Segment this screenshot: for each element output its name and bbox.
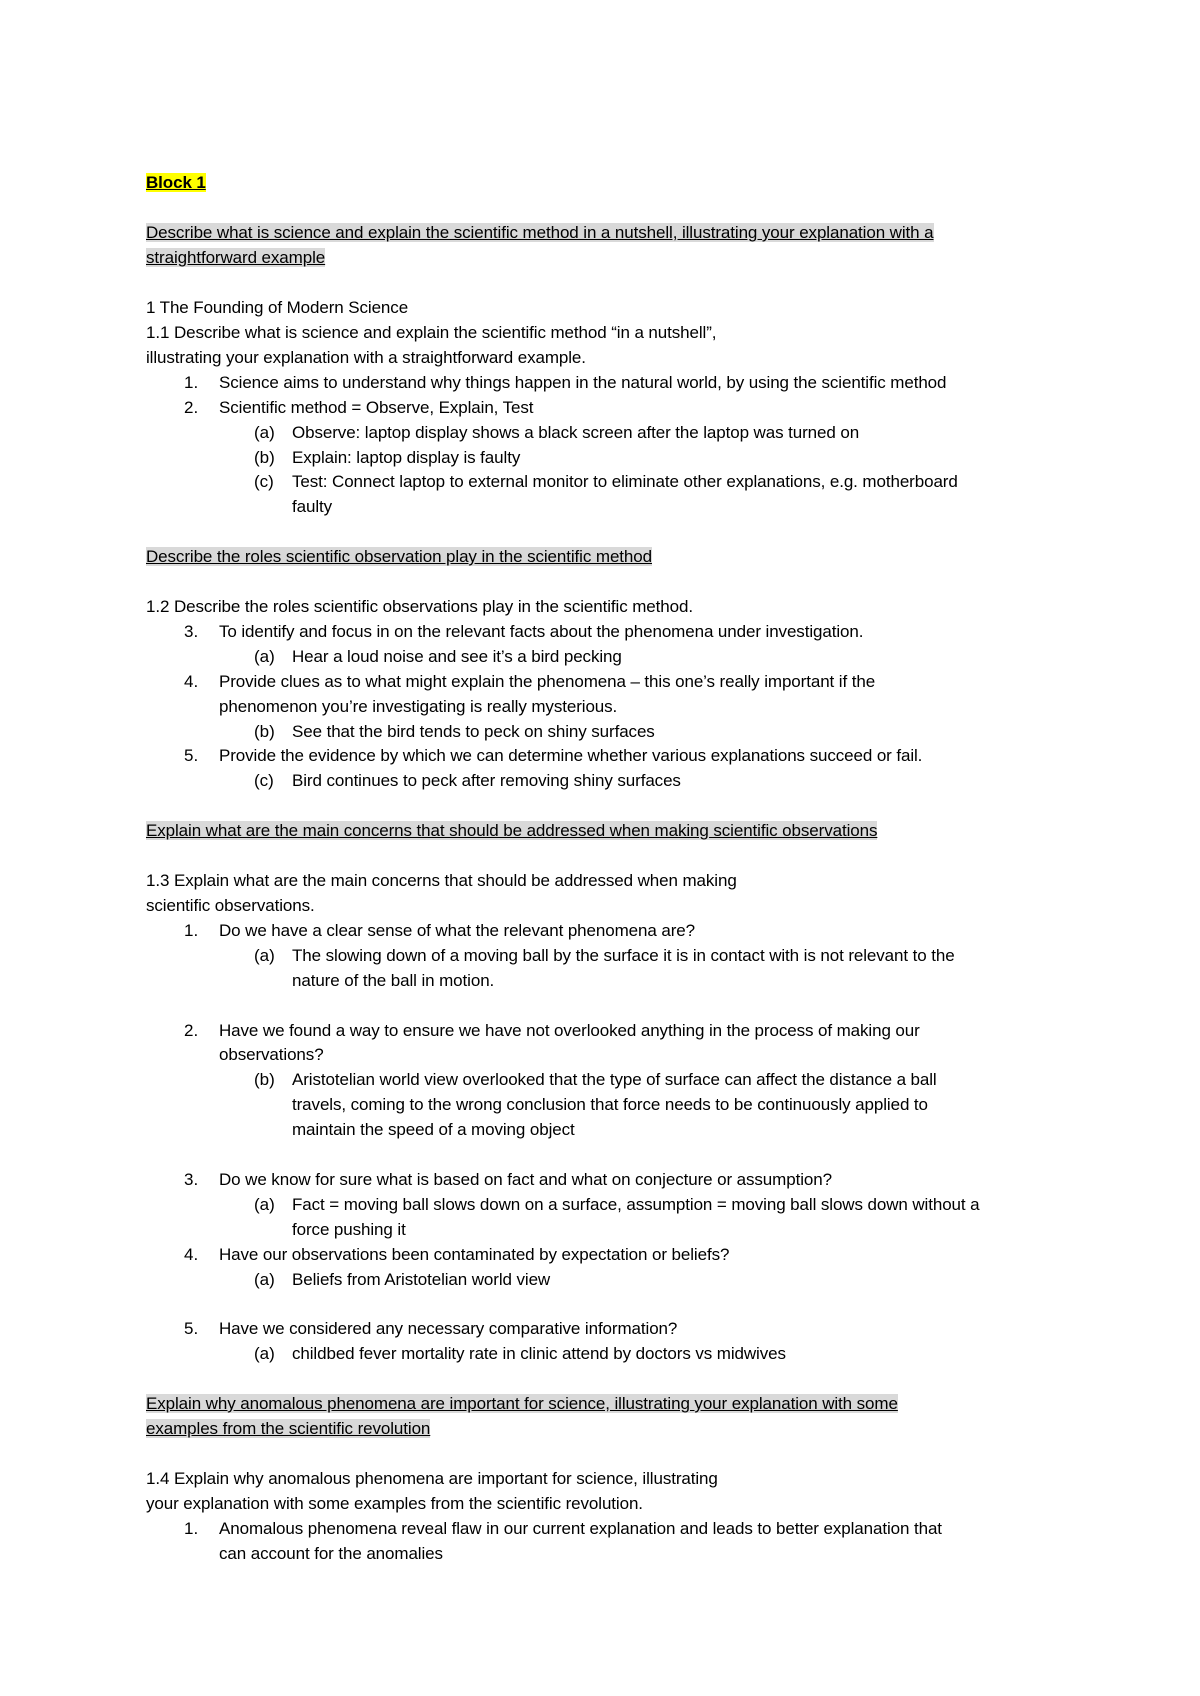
list-text-continuation: nature of the ball in motion. bbox=[292, 971, 495, 990]
heading-line: your explanation with some examples from the scientific revolution. bbox=[146, 1494, 643, 1513]
list-text: Aristotelian world view overlooked that the type of surface can affect the distance a ball bbox=[292, 1070, 937, 1089]
list-text-continuation: maintain the speed of a moving object bbox=[292, 1120, 575, 1139]
list-text: Hear a loud noise and see it’s a bird pecking bbox=[292, 647, 622, 666]
list-marker: (c) bbox=[254, 771, 274, 790]
list-text: Have our observations been contaminated by expectation or beliefs? bbox=[219, 1245, 730, 1264]
heading-line: 1.4 Explain why anomalous phenomena are important for science, illustrating bbox=[146, 1469, 718, 1488]
list-text: Provide the evidence by which we can determine whether various explanations succeed or fail. bbox=[219, 746, 923, 765]
list-text-continuation: phenomenon you’re investigating is really mysterious. bbox=[219, 697, 618, 716]
list-marker: 4. bbox=[184, 672, 199, 691]
heading-line: illustrating your explanation with a straightforward example. bbox=[146, 348, 586, 367]
list-marker: (a) bbox=[254, 647, 275, 666]
list-marker: (b) bbox=[254, 722, 275, 741]
list-text: Beliefs from Aristotelian world view bbox=[292, 1270, 551, 1289]
list-marker: 2. bbox=[184, 1021, 199, 1040]
list-text: Anomalous phenomena reveal flaw in our current explanation and leads to better explanation that bbox=[219, 1519, 942, 1538]
section-question: Describe what is science and explain the scientific method in a nutshell, illustrating your explanation with a bbox=[146, 223, 934, 242]
list-marker: (a) bbox=[254, 946, 275, 965]
list-marker: 1. bbox=[184, 373, 199, 392]
section-question: Describe the roles scientific observation play in the scientific method bbox=[146, 547, 652, 566]
list-marker: 3. bbox=[184, 622, 199, 641]
list-text: Provide clues as to what might explain the phenomena – this one’s really important if the bbox=[219, 672, 876, 691]
list-marker: 1. bbox=[184, 1519, 199, 1538]
heading-line: 1.2 Describe the roles scientific observations play in the scientific method. bbox=[146, 597, 693, 616]
list-marker: 5. bbox=[184, 746, 199, 765]
list-text: Explain: laptop display is faulty bbox=[292, 448, 521, 467]
list-text-continuation: faulty bbox=[292, 497, 333, 516]
list-marker: (b) bbox=[254, 448, 275, 467]
list-text: Do we have a clear sense of what the relevant phenomena are? bbox=[219, 921, 695, 940]
list-text: Test: Connect laptop to external monitor to eliminate other explanations, e.g. motherboard bbox=[292, 472, 958, 491]
list-marker: 1. bbox=[184, 921, 199, 940]
list-marker: 4. bbox=[184, 1245, 199, 1264]
section-question: straightforward example bbox=[146, 248, 326, 267]
list-marker: (b) bbox=[254, 1070, 275, 1089]
list-marker: (a) bbox=[254, 1270, 275, 1289]
list-text: Observe: laptop display shows a black screen after the laptop was turned on bbox=[292, 423, 860, 442]
list-marker: 2. bbox=[184, 398, 199, 417]
heading-line: 1 The Founding of Modern Science bbox=[146, 298, 409, 317]
section-question: Explain why anomalous phenomena are important for science, illustrating your explanation with some bbox=[146, 1394, 898, 1413]
list-text-continuation: can account for the anomalies bbox=[219, 1544, 443, 1563]
list-text-continuation: force pushing it bbox=[292, 1220, 406, 1239]
list-text: Have we considered any necessary comparative information? bbox=[219, 1319, 678, 1338]
list-text: childbed fever mortality rate in clinic attend by doctors vs midwives bbox=[292, 1344, 786, 1363]
list-text: Fact = moving ball slows down on a surface, assumption = moving ball slows down without a bbox=[292, 1195, 980, 1214]
heading-line: 1.1 Describe what is science and explain the scientific method “in a nutshell”, bbox=[146, 323, 717, 342]
list-text-continuation: travels, coming to the wrong conclusion that force needs to be continuously applied to bbox=[292, 1095, 928, 1114]
heading-line: 1.3 Explain what are the main concerns that should be addressed when making bbox=[146, 871, 737, 890]
list-text: Science aims to understand why things happen in the natural world, by using the scientific method bbox=[219, 373, 947, 392]
list-text: To identify and focus in on the relevant facts about the phenomena under investigation. bbox=[219, 622, 864, 641]
list-text-continuation: observations? bbox=[219, 1045, 324, 1064]
list-text: Do we know for sure what is based on fact and what on conjecture or assumption? bbox=[219, 1170, 832, 1189]
section-question: Explain what are the main concerns that should be addressed when making scientific observations bbox=[146, 821, 878, 840]
list-text: Have we found a way to ensure we have not overlooked anything in the process of making our bbox=[219, 1021, 920, 1040]
list-marker: (a) bbox=[254, 1344, 275, 1363]
list-text: Scientific method = Observe, Explain, Test bbox=[219, 398, 534, 417]
list-text: The slowing down of a moving ball by the surface it is in contact with is not relevant to the bbox=[292, 946, 955, 965]
list-marker: (a) bbox=[254, 423, 275, 442]
section-question: examples from the scientific revolution bbox=[146, 1419, 431, 1438]
list-text: Bird continues to peck after removing shiny surfaces bbox=[292, 771, 681, 790]
list-marker: (c) bbox=[254, 472, 274, 491]
block-title: Block 1 bbox=[146, 173, 206, 192]
list-marker: 5. bbox=[184, 1319, 199, 1338]
list-text: See that the bird tends to peck on shiny surfaces bbox=[292, 722, 655, 741]
list-marker: 3. bbox=[184, 1170, 199, 1189]
list-marker: (a) bbox=[254, 1195, 275, 1214]
heading-line: scientific observations. bbox=[146, 896, 315, 915]
